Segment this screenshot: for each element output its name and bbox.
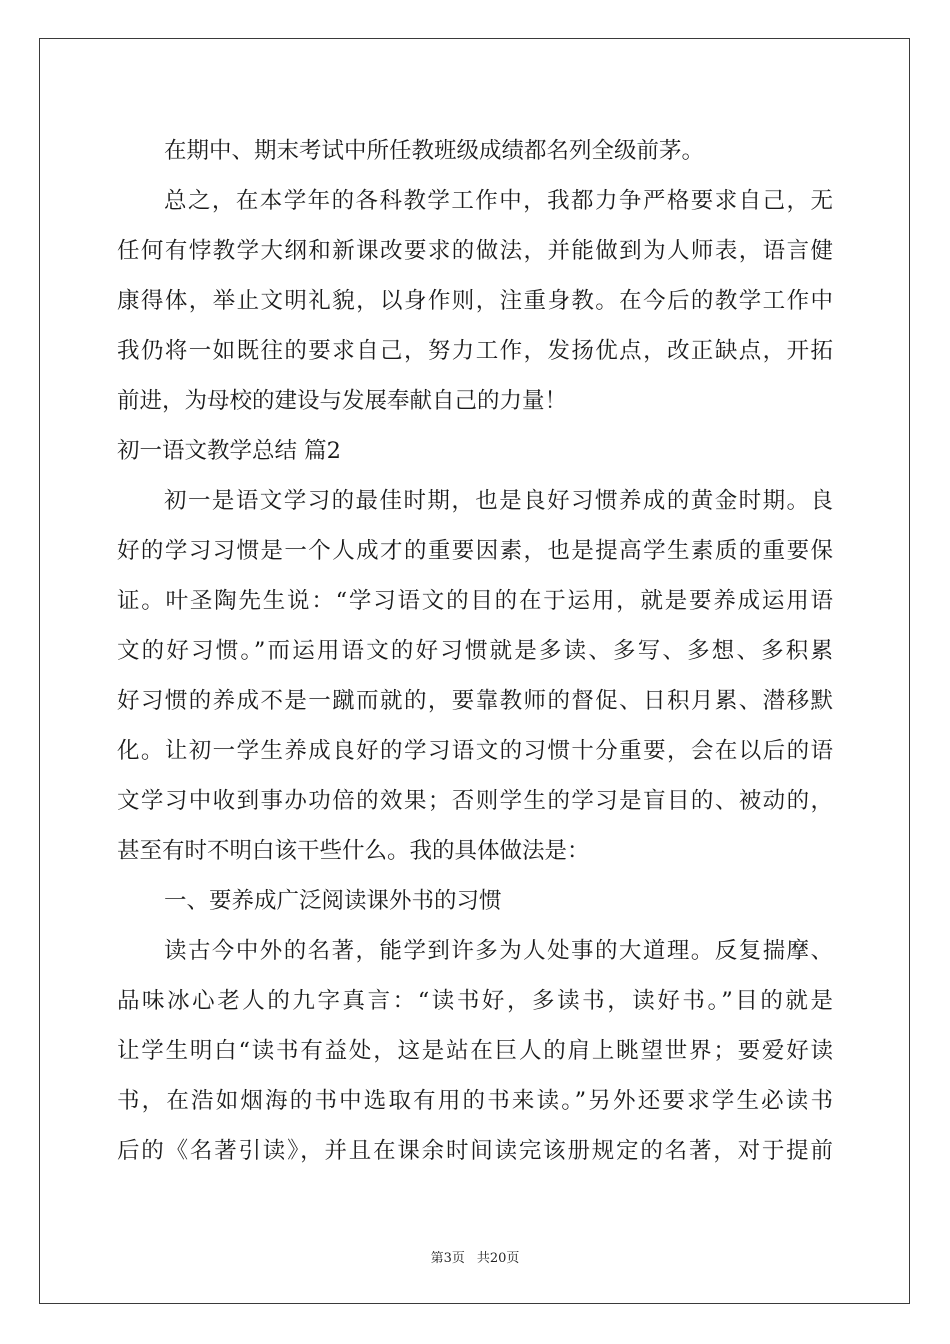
paragraph-line: 证。叶圣陶先生说：“学习语文的目的在于运用，就是要养成运用语 bbox=[117, 588, 833, 614]
paragraph-line: 读古今中外的名著，能学到许多为人处事的大道理。反复揣摩、 bbox=[164, 938, 833, 964]
paragraph-line: 我仍将一如既往的要求自己，努力工作，发扬优点，改正缺点，开拓 bbox=[117, 338, 833, 364]
paragraph-line: 甚至有时不明白该干些什么。我的具体做法是： bbox=[117, 838, 590, 864]
page-number-total: 共20页 bbox=[476, 1251, 520, 1266]
subsection-heading: 一、要养成广泛阅读课外书的习惯 bbox=[164, 888, 502, 914]
paragraph-line: 化。让初一学生养成良好的学习语文的习惯十分重要，会在以后的语 bbox=[117, 738, 833, 764]
paragraph-line: 总之，在本学年的各科教学工作中，我都力争严格要求自己，无 bbox=[164, 188, 833, 214]
paragraph-line: 初一是语文学习的最佳时期，也是良好习惯养成的黄金时期。良 bbox=[164, 488, 833, 514]
paragraph-line: 在期中、期末考试中所任教班级成绩都名列全级前茅。 bbox=[164, 138, 705, 164]
paragraph-line: 让学生明白“读书有益处，这是站在巨人的肩上眺望世界；要爱好读 bbox=[117, 1038, 833, 1064]
page-footer bbox=[0, 1250, 950, 1268]
paragraph-line: 好习惯的养成不是一蹴而就的，要靠教师的督促、日积月累、潜移默 bbox=[117, 688, 833, 714]
paragraph-line: 文学习中收到事办功倍的效果；否则学生的学习是盲目的、被动的， bbox=[117, 788, 833, 814]
paragraph-line: 后的《名著引读》，并且在课余时间读完该册规定的名著，对于提前 bbox=[117, 1138, 833, 1164]
paragraph-line: 任何有悖教学大纲和新课改要求的做法，并能做到为人师表，语言健 bbox=[117, 238, 833, 264]
paragraph-line: 书，在浩如烟海的书中选取有用的书来读。”另外还要求学生必读书 bbox=[117, 1088, 833, 1114]
paragraph-line: 前进，为母校的建设与发展奉献自己的力量！ bbox=[117, 388, 568, 414]
paragraph-line: 文的好习惯。”而运用语文的好习惯就是多读、多写、多想、多积累 bbox=[117, 638, 833, 664]
paragraph-line: 品味冰心老人的九字真言：“读书好，多读书，读好书。”目的就是 bbox=[117, 988, 833, 1014]
section-heading: 初一语文教学总结 篇2 bbox=[117, 438, 341, 464]
paragraph-line: 康得体，举止文明礼貌，以身作则，注重身教。在今后的教学工作中 bbox=[117, 288, 833, 314]
paragraph-line: 好的学习习惯是一个人成才的重要因素，也是提高学生素质的重要保 bbox=[117, 538, 833, 564]
page-number-current: 第3页 bbox=[430, 1251, 465, 1266]
